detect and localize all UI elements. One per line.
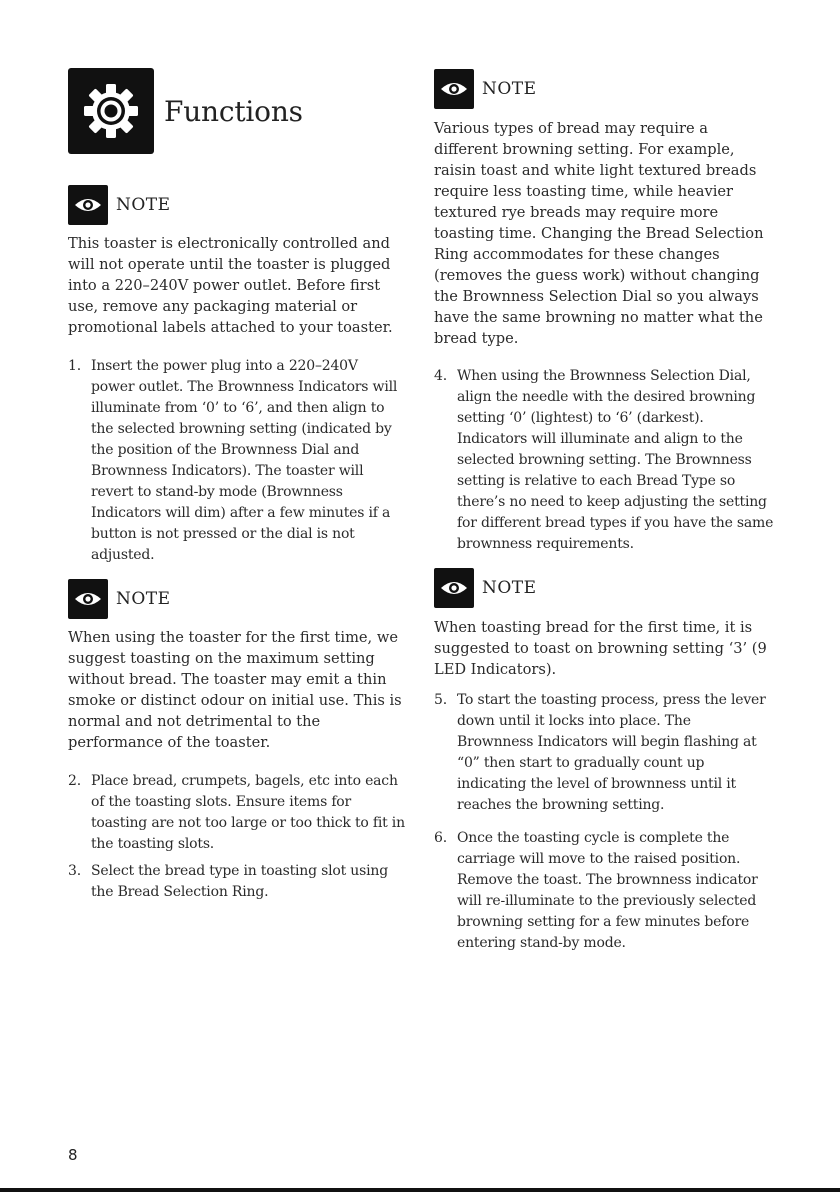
step-number: 1. [68,358,81,374]
page-title: Functions [164,94,303,128]
eye-icon [68,185,108,225]
bottom-rule [0,1188,840,1192]
note-heading [68,579,171,619]
list-item [434,366,774,555]
step-text: Place bread, crumpets, bagels, etc into each of the toasting slots. Ensure items for toasting are not too large or too thick to fit in the toasting slots. [91,773,405,852]
note-label: NOTE [482,79,537,99]
step-number: 4. [434,368,447,384]
note-text: This toaster is electronically controlled and will not operate until the toaster is plugged into a 220–240V power outlet. Before first use, remove any packaging material or promotional labels attached to your toaster. [68,235,393,336]
note-heading [68,185,171,225]
step-text: Once the toasting cycle is complete the carriage will move to the raised position. Remove the toast. The brownness indicator will re-illuminate to the previously selected browning setting for a few minutes before entering stand-by mode. [457,830,758,951]
eye-icon [434,568,474,608]
eye-icon [434,69,474,109]
note-text: When using the toaster for the first time, we suggest toasting on the maximum setting without bread. The toaster may emit a thin smoke or distinct odour on initial use. This is normal and not detrimental to the performance of the toaster. [68,629,402,751]
gear-icon [68,68,154,154]
list-item [68,771,406,855]
list-item [68,861,404,903]
step-number: 3. [68,863,81,879]
note-heading [434,69,537,109]
note-text: Various types of bread may require a different browning setting. For example, raisin toast and white light textured breads require less toasting time, while heavier textured rye breads may require more toasting time. Changing the Bread Selection Ring accommodates for these changes (removes the guess work) without changing the Brownness Selection Dial so you always have the same browning no matter what the bread type. [434,120,764,347]
step-text: Select the bread type in toasting slot using the Bread Selection Ring. [91,863,388,900]
note-heading [434,568,537,608]
eye-icon [68,579,108,619]
note-label: NOTE [482,578,537,598]
step-text: To start the toasting process, press the lever down until it locks into place. The Brownness Indicators will begin flashing at “0” then start to gradually count up indicating the level of brownness until it reaches the browning setting. [457,692,766,813]
step-number: 6. [434,830,447,846]
section-header [68,68,303,154]
list-item [434,690,770,816]
step-text: When using the Brownness Selection Dial, align the needle with the desired browning setting ‘0’ (lightest) to ‘6’ (darkest). Indicators will illuminate and align to the selected browning setting. The Brownness setting is relative to each Bread Type so there’s no need to keep adjusting the setting for different bread types if you have the same brownness requirements. [457,368,774,552]
page-number: 8 [68,1146,78,1164]
list-item [68,356,404,566]
step-text: Insert the power plug into a 220–240V power outlet. The Brownness Indicators will illuminate from ‘0’ to ‘6’, and then align to the selected browning setting (indicated by the position of the Brownness Dial and Brownness Indicators). The toaster will revert to stand-by mode (Brownness Indicators will dim) after a few minutes if a button is not pressed or the dial is not adjusted. [91,358,398,563]
step-number: 2. [68,773,81,789]
note-label: NOTE [116,589,171,609]
list-item [434,828,774,954]
step-number: 5. [434,692,447,708]
note-text: When toasting bread for the first time, it is suggested to toast on browning setting ‘3’ (9 LED Indicators). [434,619,767,678]
note-label: NOTE [116,195,171,215]
